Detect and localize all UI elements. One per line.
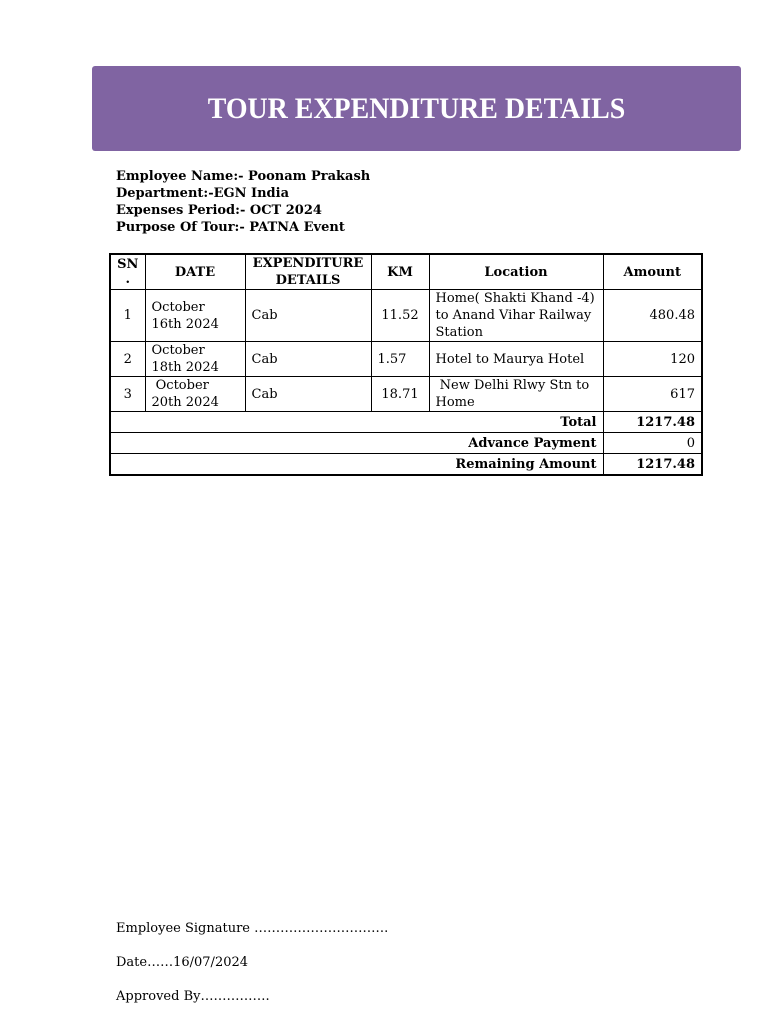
cell-details: Cab bbox=[245, 290, 371, 342]
date-label: Date bbox=[116, 955, 148, 970]
cell-amount: 120 bbox=[603, 342, 702, 377]
cell-km: 1.57 bbox=[371, 342, 429, 377]
table-row bbox=[110, 377, 702, 412]
total-row bbox=[110, 412, 702, 433]
remaining-row bbox=[110, 454, 702, 476]
cell-location: Home( Shakti Khand -4) to Anand Vihar Railway Station bbox=[429, 290, 603, 342]
cell-km: 18.71 bbox=[371, 377, 429, 412]
approved-dots: ……………. bbox=[200, 989, 270, 1004]
cell-km: 11.52 bbox=[371, 290, 429, 342]
header-km: KM bbox=[371, 254, 429, 290]
remaining-value: 1217.48 bbox=[603, 454, 702, 476]
header-date: DATE bbox=[145, 254, 245, 290]
date-value: 16/07/2024 bbox=[173, 955, 249, 970]
header-details: EXPENDITURE DETAILS bbox=[245, 254, 371, 290]
approved-label: Approved By bbox=[116, 989, 201, 1004]
cell-date: October 20th 2024 bbox=[145, 377, 245, 412]
date-line bbox=[116, 955, 248, 970]
signature-dots: …………………………. bbox=[254, 921, 389, 936]
signature-label: Employee Signature bbox=[116, 921, 250, 936]
tour-purpose: Purpose Of Tour:- PATNA Event bbox=[116, 220, 345, 235]
expenditure-table bbox=[109, 253, 703, 476]
cell-amount: 480.48 bbox=[603, 290, 702, 342]
cell-date: October 16th 2024 bbox=[145, 290, 245, 342]
advance-row bbox=[110, 433, 702, 454]
cell-date: October 18th 2024 bbox=[145, 342, 245, 377]
employee-name: Employee Name:- Poonam Prakash bbox=[116, 169, 371, 184]
advance-value: 0 bbox=[603, 433, 702, 454]
expenses-period: Expenses Period:- OCT 2024 bbox=[116, 203, 322, 218]
cell-location: New Delhi Rlwy Stn to Home bbox=[429, 377, 603, 412]
date-dots: …… bbox=[147, 955, 174, 970]
employee-signature-line bbox=[116, 921, 388, 936]
approved-line bbox=[116, 989, 270, 1004]
table-row bbox=[110, 290, 702, 342]
total-label: Total bbox=[110, 412, 603, 433]
header-amount: Amount bbox=[603, 254, 702, 290]
department: Department:-EGN India bbox=[116, 186, 289, 201]
advance-label: Advance Payment bbox=[110, 433, 603, 454]
cell-location: Hotel to Maurya Hotel bbox=[429, 342, 603, 377]
table-row bbox=[110, 342, 702, 377]
cell-amount: 617 bbox=[603, 377, 702, 412]
remaining-label: Remaining Amount bbox=[110, 454, 603, 476]
cell-sn: 1 bbox=[110, 290, 145, 342]
title-banner bbox=[92, 66, 741, 151]
cell-details: Cab bbox=[245, 342, 371, 377]
total-value: 1217.48 bbox=[603, 412, 702, 433]
header-location: Location bbox=[429, 254, 603, 290]
cell-details: Cab bbox=[245, 377, 371, 412]
cell-sn: 3 bbox=[110, 377, 145, 412]
table-header-row bbox=[110, 254, 702, 290]
page-title: TOUR EXPENDITURE DETAILS bbox=[207, 91, 626, 125]
cell-sn: 2 bbox=[110, 342, 145, 377]
header-sn: SN . bbox=[110, 254, 145, 290]
employee-info bbox=[116, 168, 370, 236]
